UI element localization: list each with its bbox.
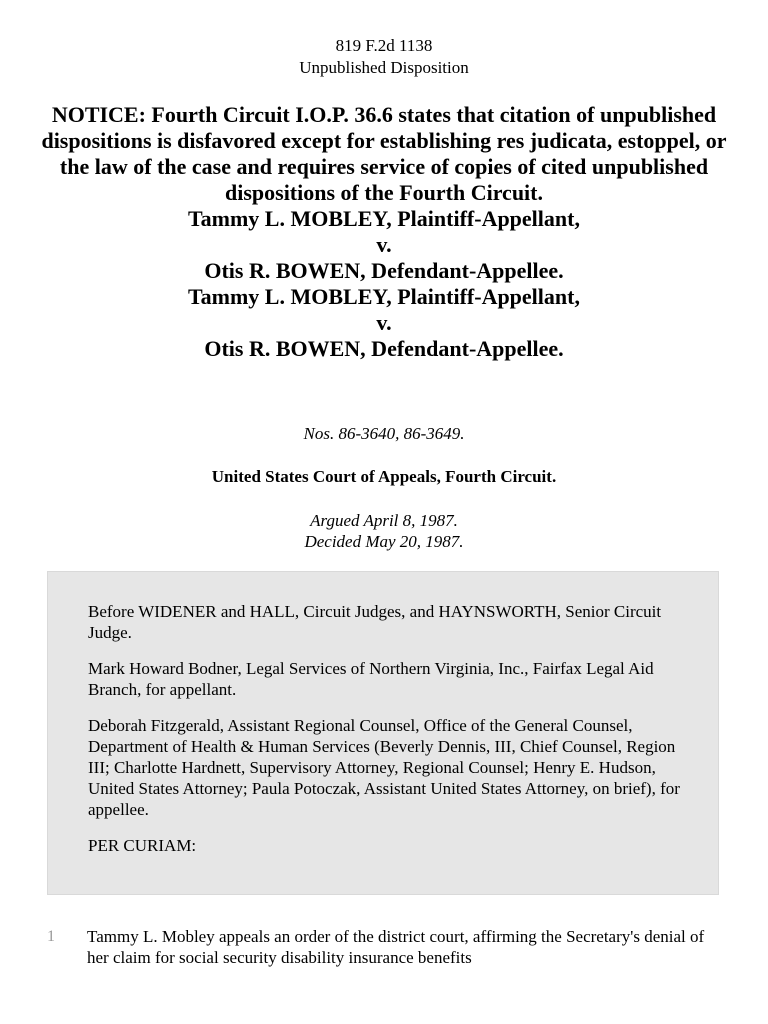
party-appellant-2: Tammy L. MOBLEY, Plaintiff-Appellant,	[188, 284, 580, 309]
counsel-box	[47, 571, 719, 895]
paragraph-number: 1	[47, 928, 55, 945]
case-dates	[0, 510, 768, 552]
notice-text: NOTICE: Fourth Circuit I.O.P. 36.6 states that citation of unpublished dispositions is disfavored except for establishing res judicata, estoppel, or the law of the case and requires service of copies of cited unpublished dispositions of the Fourth Circuit.	[41, 102, 727, 205]
case-header	[0, 35, 768, 79]
party-appellant-1: Tammy L. MOBLEY, Plaintiff-Appellant,	[188, 206, 580, 231]
judges-panel: Before WIDENER and HALL, Circuit Judges, and HAYNSWORTH, Senior Circuit Judge.	[88, 602, 662, 642]
disposition-label: Unpublished Disposition	[299, 58, 469, 77]
argued-date: Argued April 8, 1987.	[310, 511, 458, 530]
party-appellee-1: Otis R. BOWEN, Defendant-Appellee.	[204, 258, 564, 283]
party-appellee-2: Otis R. BOWEN, Defendant-Appellee.	[204, 336, 564, 361]
appellee-counsel: Deborah Fitzgerald, Assistant Regional Counsel, Office of the General Counsel, Department of Health & Human Services (Beverly Dennis, III, Chief Counsel, Region III; Charlotte Hardnett, Supervisory Attorney, Regional Counsel; Henry E. Hudson, United States Attorney; Paula Potoczak, Assistant United States Attorney, on brief), for appellee.	[88, 716, 680, 819]
paragraph-text: Tammy L. Mobley appeals an order of the district court, affirming the Secretary's denial of her claim for social security disability insurance benefits	[87, 927, 705, 967]
docket-numbers: Nos. 86-3640, 86-3649.	[303, 424, 465, 443]
citation: 819 F.2d 1138	[335, 36, 433, 55]
decided-date: Decided May 20, 1987.	[304, 532, 464, 551]
appellant-counsel: Mark Howard Bodner, Legal Services of Northern Virginia, Inc., Fairfax Legal Aid Branch, for appellant.	[88, 659, 654, 699]
versus-1: v.	[376, 232, 392, 257]
court-name: United States Court of Appeals, Fourth Circuit.	[211, 467, 557, 486]
case-caption	[40, 102, 728, 362]
per-curiam-label: PER CURIAM:	[88, 836, 197, 855]
versus-2: v.	[376, 310, 392, 335]
